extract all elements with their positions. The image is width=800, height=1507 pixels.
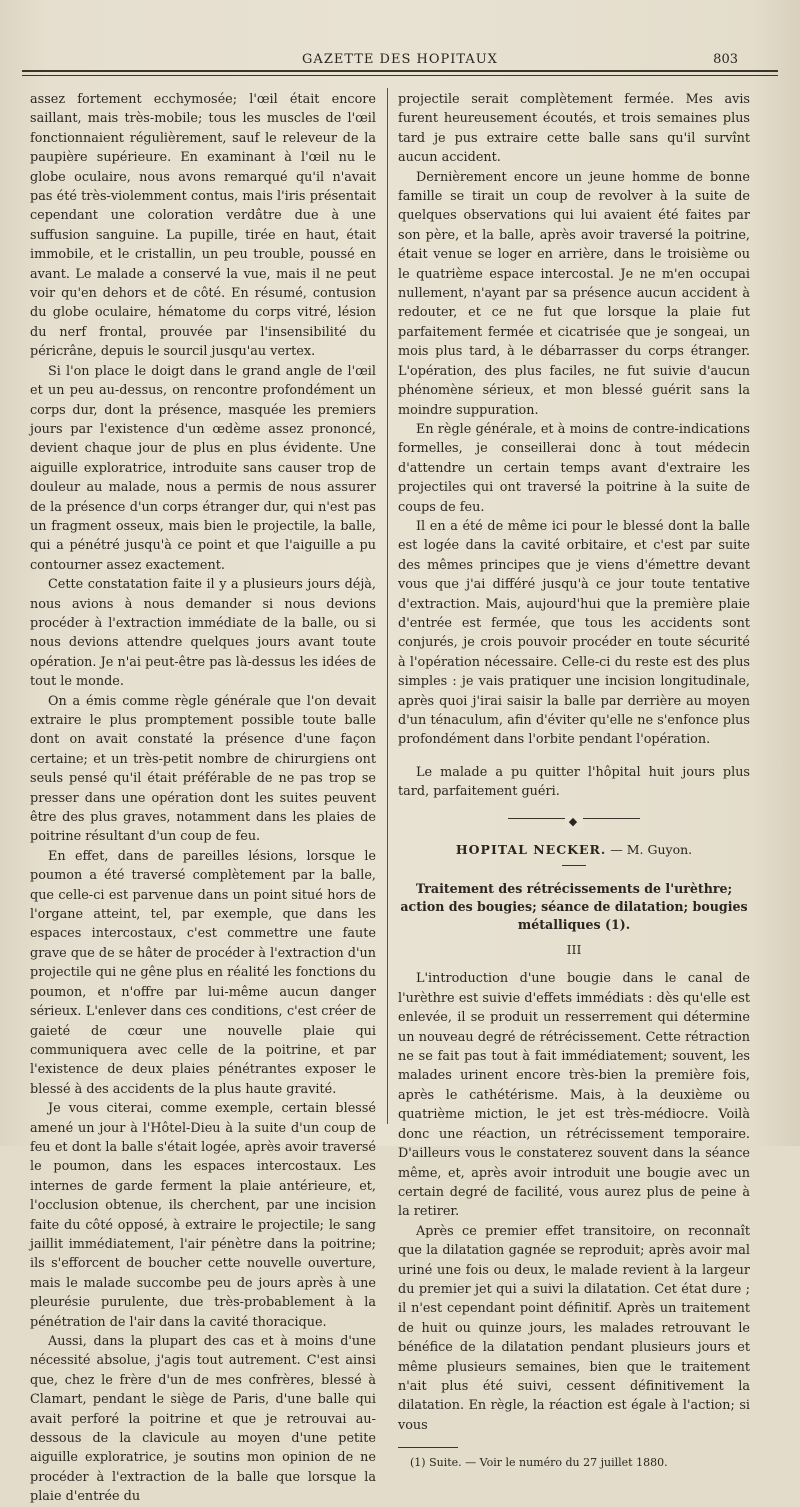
ornament-icon: ◆ — [565, 815, 583, 828]
footnote: (1) Suite. — Voir le numéro du 27 juillet 1880. — [410, 1456, 668, 1470]
page-header — [22, 48, 778, 72]
paragraph: projectile serait complètement fermée. Mes avis furent heureusement écoutés, et trois semaines plus tard je pus extraire cette balle sans qu'il survînt aucun accident. — [398, 92, 750, 166]
hospital-name: HOPITAL NECKER. — [455, 841, 607, 857]
footnote-rule — [398, 1447, 458, 1448]
left-column — [30, 90, 376, 1507]
paragraph: On a émis comme règle générale que l'on devait extraire le plus promptement possible toute balle dont on avait constaté la présence d'une façon certaine; et un très-petit nombre de chirurgiens ont seuls pensé qu'il était préférable de ne pas trop se presser dans une opération dont les suites peuvent être des plus graves, notamment dans les plaies de poitrine résultant d'un coup de feu. — [30, 693, 376, 845]
ornament-divider — [398, 812, 750, 828]
page-number: 803 — [713, 52, 738, 67]
paragraph: Aussi, dans la plupart des cas et à moins d'une nécessité absolue, j'agis tout autrement. C'est ainsi que, chez le frère d'un de mes confrères, blessé à Clamart, pendant le siège de Paris, d'une balle qui avait perforé la poitrine et que je retrouvai au-dessous de la clavicule au moyen d'une petite aiguille exploratrice, je soutins mon opinion de ne procéder à l'extraction de la balle que lorsque la plaie d'entrée du — [30, 1334, 376, 1505]
right-column — [398, 90, 750, 1470]
short-rule — [562, 865, 586, 866]
column-divider — [387, 88, 388, 1124]
header-rule-thin — [22, 75, 778, 76]
running-title: GAZETTE DES HOPITAUX — [302, 52, 498, 67]
paragraph: Il en a été de même ici pour le blessé dont la balle est logée dans la cavité orbitaire, et c'est par suite des mêmes principes que je viens d'émettre devant vous que j'ai différé jusqu'à ce jour toute tentative d'extraction. Mais, aujourd'hui que la première plaie d'entrée est fermée, que tous les accidents sont conjurés, je crois pouvoir procéder en toute sécurité à l'opération nécessaire. Celle-ci du reste est des plus simples : je vais pratiquer une incision longitudinale, après quoi j'irai saisir la balle par derrière au moyen d'un ténaculum, afin d'éviter qu'elle ne s'enfonce plus profondément dans l'orbite pendant l'opération. — [398, 518, 750, 748]
paragraph: Dernièrement encore un jeune homme de bonne famille se tirait un coup de revolver à la suite de quelques observations qui lui avaient été faites par son père, et la balle, après avoir traversé la poitrine, était venue se loger en arrière, dans le troisième ou le quatrième espace intercostal. Je ne m'en occupai nullement, n'ayant par sa présence aucun accident à redouter, et ce ne fut que lorsque la plaie fut parfaitement fermée et cicatrisée que je songeai, un mois plus tard, à le débarrasser du corps étranger. L'opération, des plus faciles, ne fut suivie d'aucun phénomène sérieux, et mon blessé guérit sans la moindre suppuration. — [398, 169, 750, 418]
paragraph: En effet, dans de pareilles lésions, lorsque le poumon a été traversé complètement par la balle, que celle-ci est parvenue dans un point situé hors de l'organe atteint, tel, par exemple, que dans les espaces intercostaux, c'est commettre une faute grave que de se hâter de procéder à l'extraction d'un projectile qui ne gêne plus en réalité les fonctions du poumon, et n'offre par lui-même aucun danger sérieux. L'enlever dans ces conditions, c'est créer de gaieté de cœur une nouvelle plaie qui communiquera avec celle de la poitrine, et par l'existence de deux plaies pénétrantes exposer le blessé à des accidents de la plus haute gravité. — [30, 848, 376, 1097]
article-title: Traitement des rétrécissements de l'urèthre; action des bougies; séance de dilatation; bougies métalliques (1). — [400, 881, 748, 933]
closing-paragraph: Le malade a pu quitter l'hôpital huit jours plus tard, parfaitement guéri. — [398, 764, 750, 800]
paragraph: assez fortement ecchymosée; l'œil était encore saillant, mais très-mobile; tous les muscles de l'œil fonctionnaient régulièrement, sauf le releveur de la paupière supérieure. En examinant à l'œil nu le globe oculaire, nous avons remarqué qu'il n'avait pas été très-violemment contus, mais l'iris présentait cependant une coloration verdâtre due à une suffusion sanguine. La pupille, tirée en haut, était immobile, et le cristallin, un peu trouble, poussé en avant. Le malade a conservé la vue, mais il ne peut voir qu'en dehors et de côté. En résumé, contusion du globe oculaire, hématome du corps vitré, lésion du nerf frontal, prouvée par l'insensibilité du péricrâne, depuis le sourcil jusqu'au vertex. — [30, 92, 376, 360]
section-heading — [398, 840, 750, 859]
paragraph: En règle générale, et à moins de contre-indications formelles, je conseillerai donc à tout médecin d'attendre un certain temps avant d'extraire les projectiles qui ont traversé la poitrine à la suite de coups de feu. — [398, 421, 750, 515]
spacer — [398, 750, 750, 763]
article-part: III — [566, 942, 582, 958]
header-rule — [22, 70, 778, 72]
paragraph: Je vous citerai, comme exemple, certain blessé amené un jour à l'Hôtel-Dieu à la suite d'un coup de feu et dont la balle s'était logée, après avoir traversé le poumon, dans les espaces intercostaux. Les internes de garde ferment la plaie antérieure, et, l'occlusion obtenue, ils cherchent, par une incision faite du côté opposé, à extraire le projectile; le sang jaillit immédiatement, l'air pénètre dans la poitrine; ils s'efforcent de boucher cette nouvelle ouverture, mais le malade succombe peu de jours après à une pleurésie purulente, due très-probablement à la pénétration de l'air dans la cavité thoracique. — [30, 1101, 376, 1330]
paragraph: Cette constatation faite il y a plusieurs jours déjà, nous avions à nous demander si nous devions procéder à l'extraction immédiate de la balle, ou si nous devions attendre quelques jours avant toute opération. Je n'ai peut-être pas là-dessus les idées de tout le monde. — [30, 577, 376, 690]
paragraph: Après ce premier effet transitoire, on reconnaît que la dilatation gagnée se reproduit; après avoir mal uriné une fois ou deux, le malade revient à la largeur du premier jet qui a suivi la dilatation. Cet état dure ; il n'est cependant point définitif. Après un traitement de huit ou quinze jours, les malades retrouvant le bénéfice de la dilatation pendant plusieurs jours et même plusieurs semaines, bien que le traitement n'ait plus été suivi, cessent définitivement la dilatation. En règle, la réaction est égale à l'action; si vous — [398, 1223, 750, 1433]
paragraph: L'introduction d'une bougie dans le canal de l'urèthre est suivie d'effets immédiats : dès qu'elle est enlevée, il se produit un resserrement qui détermine un nouveau degré de rétrécissement. Cette rétraction ne se fait pas tout à fait immédiatement; souvent, les malades urinent encore très-bien la première fois, après le cathétérisme. Mais, à la deuxième ou quatrième miction, le jet est très-médiocre. Voilà donc une réaction, un rétrécissement temporaire. D'ailleurs vous le constaterez souvent dans la séance même, et, après avoir introduit une bougie avec un certain degré de facilité, vous aurez plus de peine à la retirer. — [398, 971, 750, 1220]
section-author: — M. Guyon. — [610, 841, 693, 857]
paragraph: Si l'on place le doigt dans le grand angle de l'œil et un peu au-dessus, on rencontre profondément un corps dur, dont la présence, masquée les premiers jours par l'existence d'un œdème assez prononcé, devient chaque jour de plus en plus évidente. Une aiguille exploratrice, introduite sans causer trop de douleur au malade, nous a permis de nous assurer de la présence d'un corps étranger dur, qui n'est pas un fragment osseux, mais bien le projectile, la balle, qui a pénétré jusqu'à ce point et que l'aiguille a pu contourner assez exactement. — [30, 363, 376, 573]
